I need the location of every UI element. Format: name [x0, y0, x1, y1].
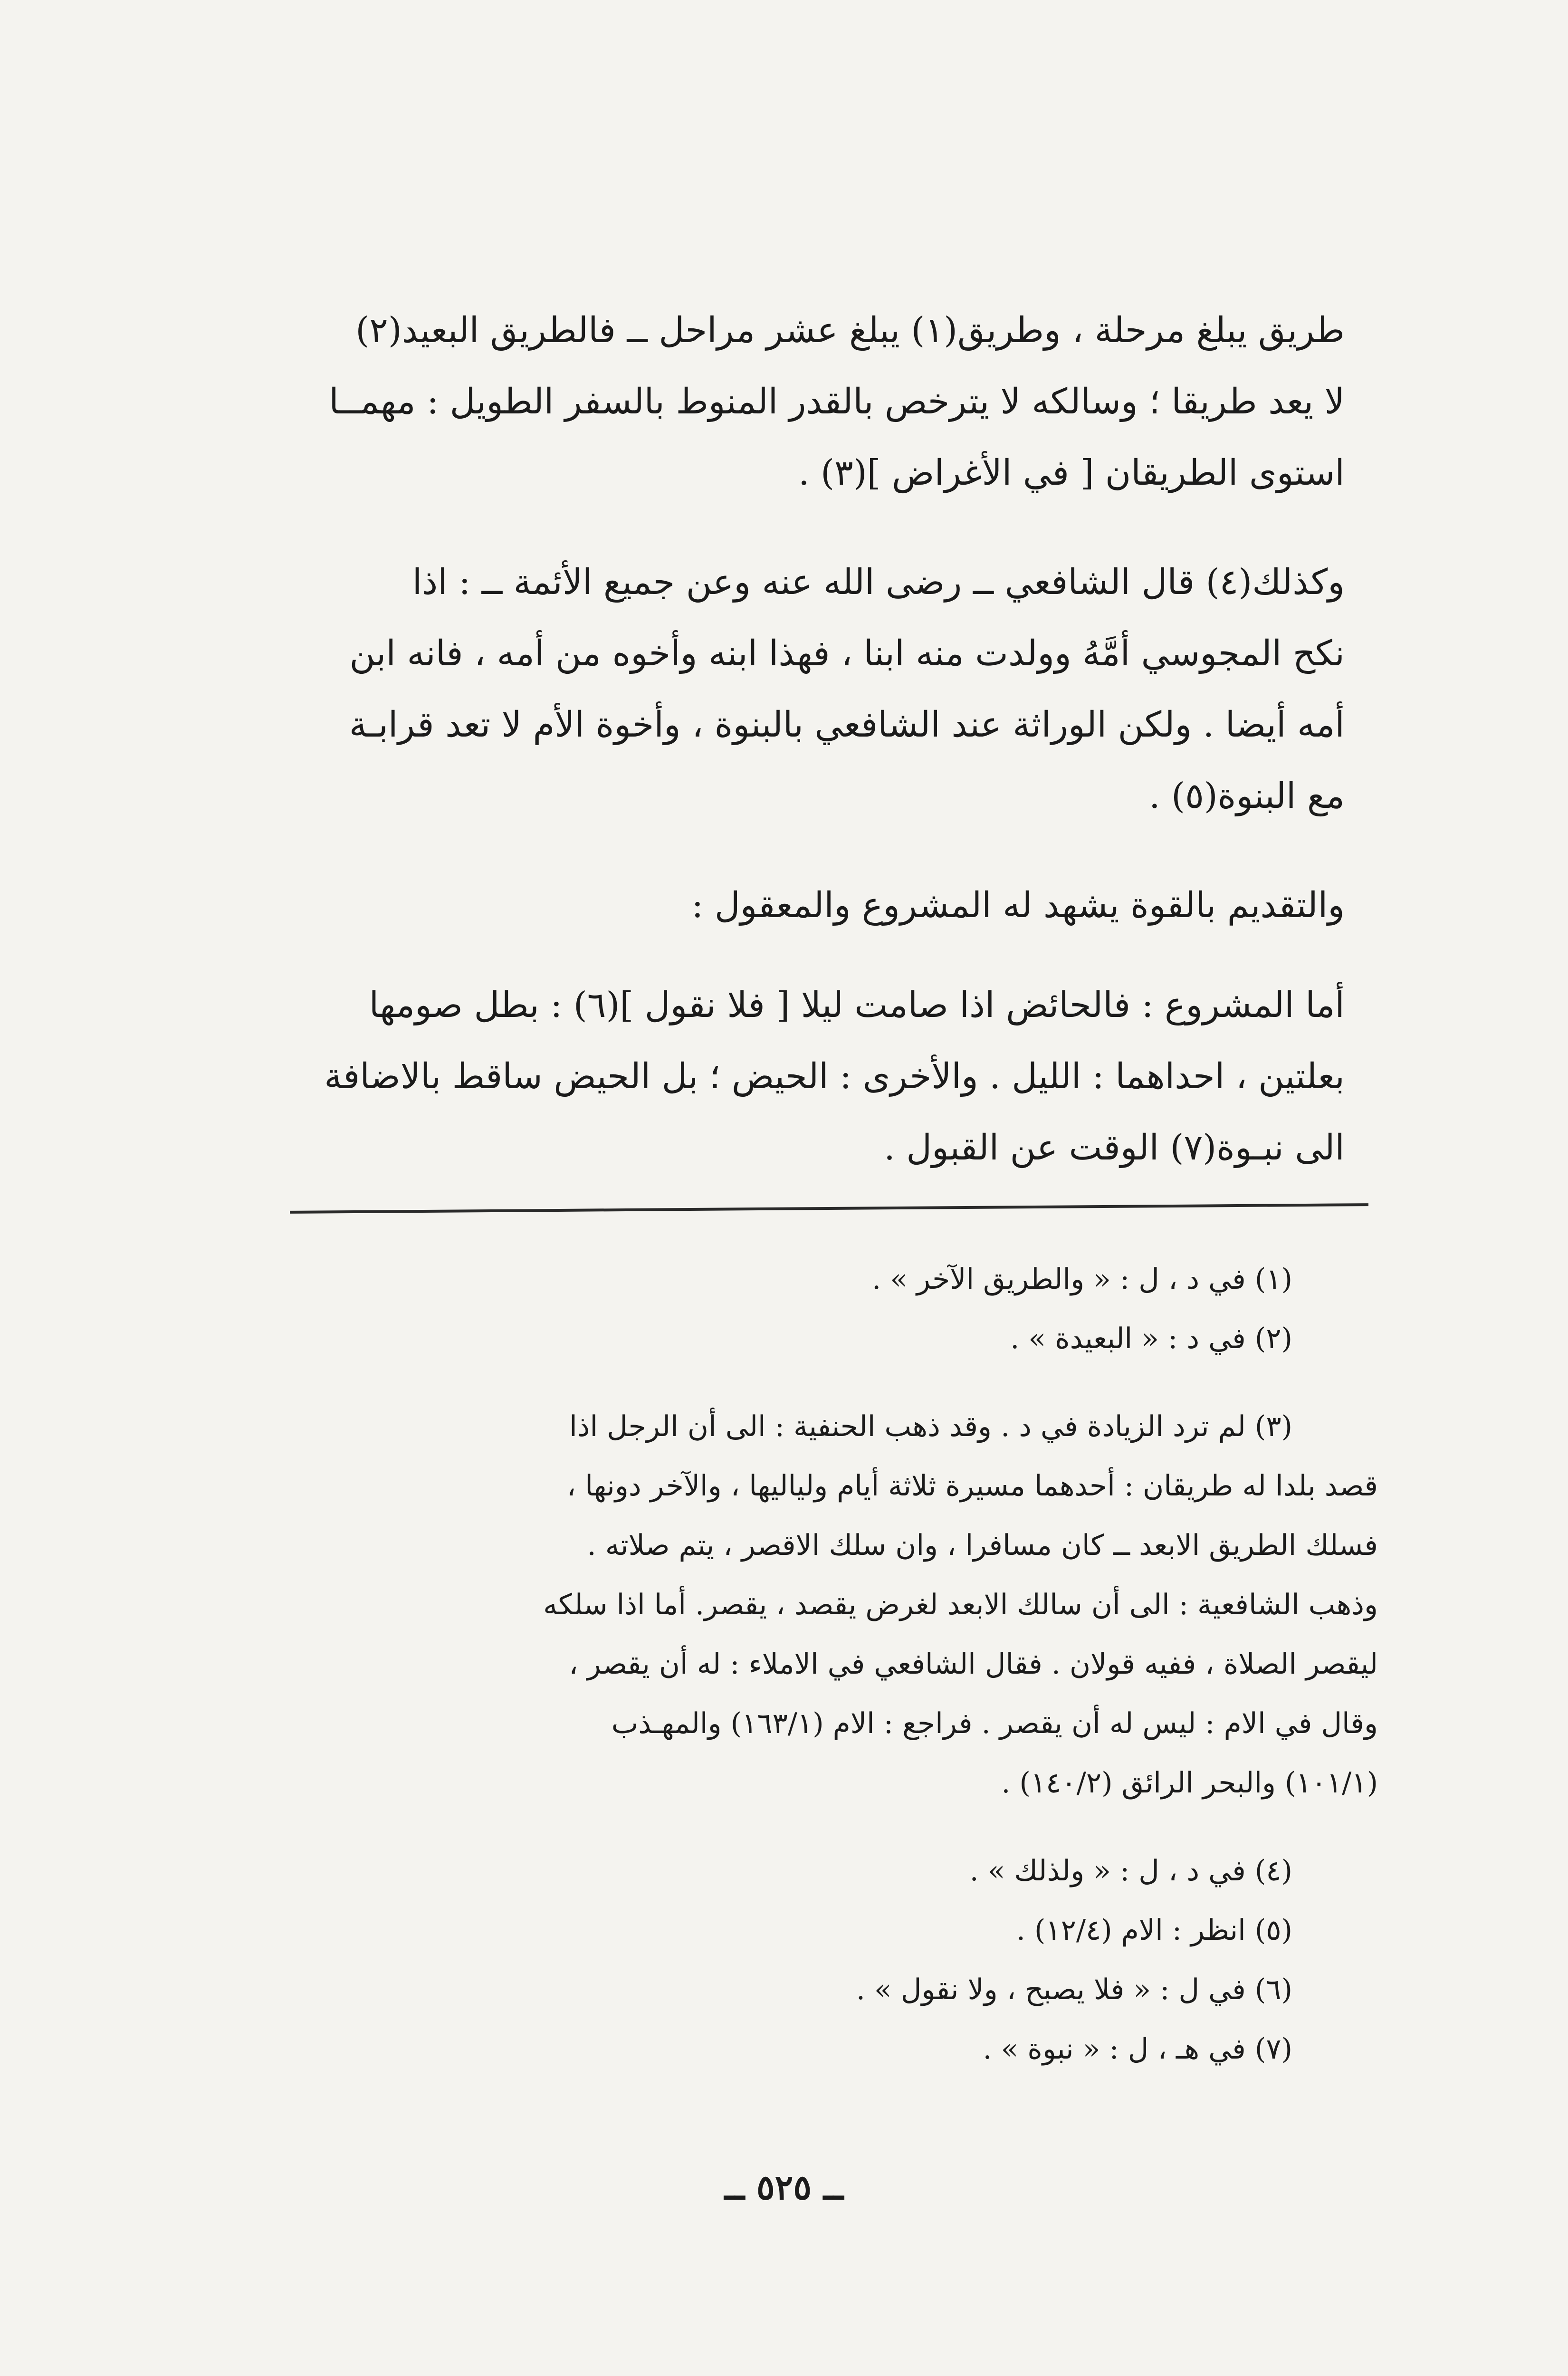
footnote-gap [247, 1813, 1378, 1841]
text-line: نكح المجوسي أمَّهُ وولدت منه ابنا ، فهذا ابنه وأخوه من أمه ، فانه ابن [349, 633, 1345, 674]
text-line: والتقديم بالقوة يشهد له المشروع والمعقول : [691, 885, 1345, 926]
footnote-5: (٥) انظر : الام (١٢/٤) . [1016, 1914, 1292, 1947]
text-line: بعلتين ، احداهما : الليل . والأخرى : الحيض ؛ بل الحيض ساقط بالاضافة [324, 1056, 1345, 1097]
paragraph-4 [223, 969, 1345, 1183]
footnote-line: قصد بلدا له طريقان : أحدهما مسيرة ثلاثة أيام ولياليها ، والآخر دونها ، [566, 1469, 1378, 1503]
footnote-4: (٤) في د ، ل : « ولذلك » . [969, 1854, 1292, 1887]
text-line: طريق يبلغ مرحلة ، وطريق(١) يبلغ عشر مراحل ــ فالطريق البعيد(٢) [355, 310, 1345, 351]
paragraph-2 [223, 546, 1345, 832]
paragraph-3 [223, 870, 1345, 941]
page-number: ــ ٥٢٥ ــ [724, 2167, 844, 2207]
text-line: مع البنوة(٥) . [1149, 776, 1345, 816]
paragraph-1 [223, 295, 1345, 508]
text-line: استوى الطريقان [ في الأغراض ](٣) . [798, 452, 1345, 493]
footnote-3 [247, 1397, 1378, 1813]
footnotes [247, 1250, 1378, 2079]
main-text [223, 295, 1345, 1228]
footnote-line: (٣) لم ترد الزيادة في د . وقد ذهب الحنفية : الى أن الرجل اذا [569, 1410, 1292, 1443]
text-line: لا يعد طريقا ؛ وسالكه لا يترخص بالقدر المنوط بالسفر الطويل : مهمــا [329, 381, 1345, 422]
footnote-line: ليقصر الصلاة ، ففيه قولان . فقال الشافعي في الاملاء : له أن يقصر ، [569, 1648, 1378, 1681]
text-line: وكذلك(٤) قال الشافعي ــ رضى الله عنه وعن جميع الأئمة ــ : اذا [412, 562, 1345, 603]
footnote-1: (١) في د ، ل : « والطريق الآخر » . [872, 1263, 1292, 1296]
footnote-2: (٢) في د : « البعيدة » . [1010, 1322, 1292, 1355]
footnote-7: (٧) في هـ ، ل : « نبوة » . [983, 2032, 1292, 2066]
text-line: أما المشروع : فالحائض اذا صامت ليلا [ فلا نقول ](٦) : بطل صومها [369, 985, 1345, 1025]
footnote-line: وقال في الام : ليس له أن يقصر . فراجع : الام (١٦٣/١) والمهـذب [611, 1707, 1378, 1740]
text-line: الى نبـوة(٧) الوقت عن القبول . [884, 1127, 1345, 1168]
footnote-line: وذهب الشافعية : الى أن سالك الابعد لغرض يقصد ، يقصر. أما اذا سلكه [543, 1588, 1378, 1621]
footnote-6: (٦) في ل : « فلا يصبح ، ولا نقول » . [856, 1973, 1292, 2006]
footnote-line: (١٠١/١) والبحر الرائق (١٤٠/٢) . [1001, 1766, 1378, 1800]
text-line: أمه أيضا . ولكن الوراثة عند الشافعي بالبنوة ، وأخوة الأم لا تعد قرابـة [349, 704, 1345, 745]
footnote-line: فسلك الطريق الابعد ــ كان مسافرا ، وان سلك الاقصر ، يتم صلاته . [587, 1529, 1378, 1562]
footnote-gap [247, 1369, 1378, 1397]
